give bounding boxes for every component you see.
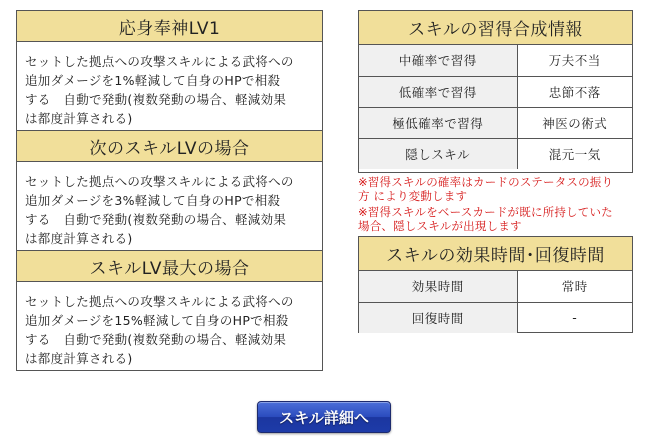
note-line: ※習得スキルの確率はカードのステータスの振り <box>358 175 614 189</box>
table-row <box>359 302 632 333</box>
desc-line: 追加ダメージを15%軽減して自身のHPで相殺 <box>25 313 289 328</box>
desc-line: は都度計算される) <box>25 231 133 246</box>
acquisition-table <box>359 45 632 169</box>
row-value: 万夫不当 <box>548 53 601 69</box>
desc-line: は都度計算される) <box>25 351 133 366</box>
acquisition-info-panel <box>358 10 633 173</box>
row-value: - <box>517 302 632 333</box>
row-label: 回復時間 <box>359 302 517 333</box>
row-value: 神医の術式 <box>517 107 632 138</box>
acquisition-header: スキルの習得合成情報 <box>359 11 632 45</box>
skill-detail-button[interactable]: スキル詳細へ <box>257 401 391 433</box>
table-row <box>359 76 632 107</box>
max-level-header: スキルLV最大の場合 <box>17 251 322 282</box>
skill-description-panel <box>16 10 323 371</box>
row-value: 混元一気 <box>517 138 632 169</box>
next-level-header: 次のスキルLVの場合 <box>17 131 322 162</box>
timing-table <box>359 271 632 333</box>
note-line: 場合、隠しスキルが出現します <box>358 219 522 233</box>
skill-description-current <box>17 42 322 131</box>
hidden-skill-note <box>358 205 638 233</box>
table-row <box>359 45 632 76</box>
desc-line: セットした拠点への攻撃スキルによる武将への <box>25 54 294 69</box>
desc-line: する 自動で発動(複数発動の場合、軽減効果 <box>25 332 287 347</box>
desc-line: 追加ダメージを3%軽減して自身のHPで相殺 <box>25 193 281 208</box>
skill-description-max <box>17 282 322 371</box>
desc-line: セットした拠点への攻撃スキルによる武将への <box>25 294 294 309</box>
skill-description-next <box>17 162 322 251</box>
row-value: 忠節不落 <box>517 76 632 107</box>
timing-info-panel <box>358 236 633 333</box>
skill-title-header: 応身奉神LV1 <box>17 11 322 42</box>
table-row <box>359 107 632 138</box>
note-line: 方 により変動します <box>358 189 468 203</box>
timing-header: スキルの効果時間･回復時間 <box>359 237 632 271</box>
row-label: 効果時間 <box>359 271 517 302</box>
desc-line: する 自動で発動(複数発動の場合、軽減効果 <box>25 92 287 107</box>
row-label: 中確率で習得 <box>359 45 517 76</box>
desc-line: セットした拠点への攻撃スキルによる武将への <box>25 174 294 189</box>
note-line: ※習得スキルをベースカードが既に所持していた <box>358 205 613 219</box>
probability-note <box>358 175 638 203</box>
row-label: 隠しスキル <box>359 138 517 169</box>
row-value: 常時 <box>561 279 588 295</box>
desc-line: 追加ダメージを1%軽減して自身のHPで相殺 <box>25 73 281 88</box>
table-row <box>359 271 632 302</box>
desc-line: する 自動で発動(複数発動の場合、軽減効果 <box>25 212 287 227</box>
row-label: 極低確率で習得 <box>359 107 517 138</box>
table-row <box>359 138 632 169</box>
desc-line: は都度計算される) <box>25 111 133 126</box>
row-label: 低確率で習得 <box>359 76 517 107</box>
